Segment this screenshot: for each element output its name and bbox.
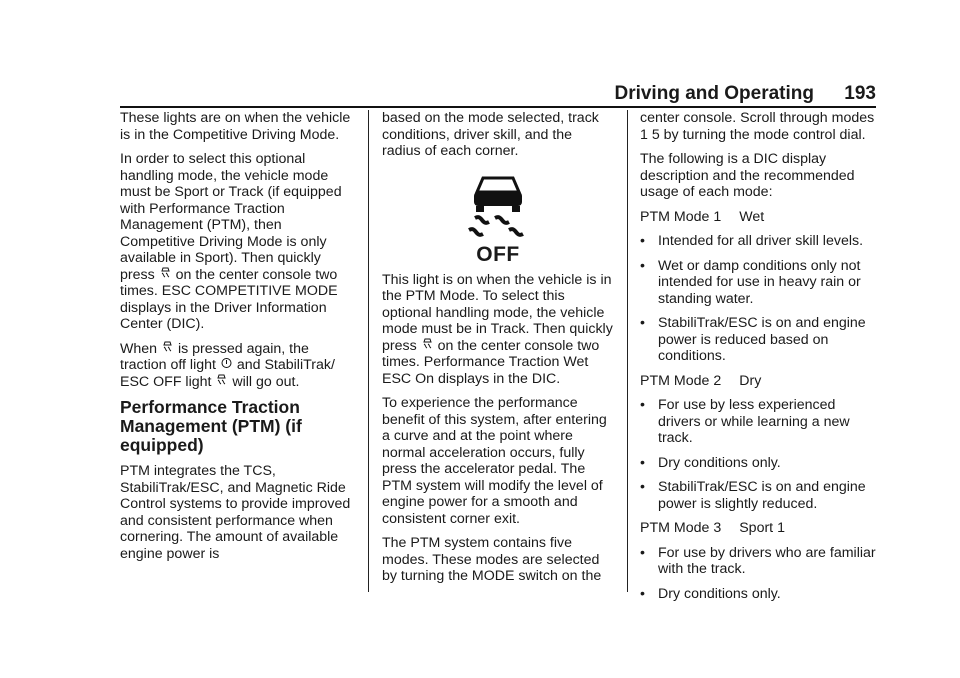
column-1 [120, 110, 358, 570]
paragraph: based on the mode selected, track conditions, driver skill, and the radius of each corner. [382, 110, 599, 159]
mode-heading [640, 373, 878, 390]
bullet-text: Intended for all driver skill levels. [658, 233, 864, 249]
traction-control-button-icon [162, 341, 173, 355]
mode-name: PTM Mode 2 [640, 372, 722, 389]
text-run: is pressed again, the traction off light [120, 340, 309, 373]
mode-heading [640, 209, 878, 226]
text-run: When [120, 340, 158, 357]
stabilitrak-off-light-icon [216, 374, 227, 388]
bullet-mark: • [640, 544, 645, 561]
traction-control-button-icon [160, 267, 171, 281]
bullet-text: For use by drivers who are familiar with the track. [658, 544, 876, 577]
bullet-text: Dry conditions only. [658, 454, 781, 471]
paragraph [120, 151, 358, 333]
paragraph: The following is a DIC display description and the recommended usage of each mode: [640, 151, 855, 200]
list-item [640, 586, 878, 603]
page-number: 193 [844, 83, 876, 104]
bullet-mark: • [640, 454, 645, 471]
bullet-mark: • [640, 585, 645, 602]
text-run: will go out. [232, 373, 300, 390]
text-run: This light is on when the vehicle is in the PTM Mode. To select this optional handling mode, the vehicle mode must be in Track. Then quickly press [382, 271, 613, 354]
paragraph [120, 341, 358, 391]
section-heading: Performance Traction Management (PTM) (if equipped) [120, 397, 302, 455]
mode-type: Wet [739, 208, 765, 225]
mode-name: PTM Mode 3 [640, 520, 722, 536]
column-divider [627, 110, 628, 592]
text-run: on the center console two times. Performance Traction Wet ESC On displays in the DIC. [382, 337, 600, 387]
mode-name: PTM Mode 1 [640, 208, 722, 225]
page-header [120, 82, 876, 108]
bullet-text: For use by less experienced drivers or while learning a new track. [658, 397, 850, 446]
bullet-mark: • [640, 397, 645, 413]
mode-heading [640, 520, 878, 537]
bullet-mark: • [640, 479, 645, 495]
ptm-indicator-figure [382, 170, 614, 264]
text-run: on the center console two times. ESC COMPETITIVE MODE displays in the Driver Information Center (DIC). [120, 266, 338, 332]
section-title: Driving and Operating [614, 83, 814, 104]
list-item [640, 233, 878, 250]
paragraph: The PTM system contains five modes. These modes are selected by turning the MODE switch on the [382, 535, 602, 584]
list-item [640, 258, 878, 308]
bullet-text: StabiliTrak/ESC is on and engine power is slightly reduced. [658, 479, 866, 512]
traction-off-light-icon [221, 357, 232, 371]
bullet-text: StabiliTrak/ESC is on and engine power is reduced based on conditions. [658, 315, 866, 364]
list-item [640, 545, 878, 578]
paragraph [382, 272, 614, 388]
list-item [640, 315, 878, 365]
bullet-mark: • [640, 257, 645, 274]
list-item [640, 397, 878, 447]
text-run: and StabiliTrak/ ESC OFF light [120, 357, 335, 390]
list-item [640, 479, 878, 512]
paragraph: PTM integrates the TCS, StabiliTrak/ESC, and Magnetic Ride Control systems to provide improved and consistent performance when cornering. The amount of available engine power is [120, 463, 351, 562]
paragraph: To experience the performance benefit of this system, after entering a curve and at the point where normal acceleration occurs, fully press the accelerator pedal. The PTM system will modify the level of engine power for a smooth and consistent corner exit. [382, 395, 607, 527]
mode-type: Dry [739, 372, 762, 389]
indicator-off-label: OFF [476, 243, 520, 266]
stabilitrak-off-indicator-icon [463, 170, 533, 264]
paragraph: center console. Scroll through modes 1 5 by turning the mode control dial. [640, 110, 875, 143]
text-run: In order to select this optional handling mode, the vehicle mode must be Sport or Track (if equipped with Performance Traction Management (PTM), then Competitive Driving Mode is only available in Sport). Then quickly press [120, 151, 342, 283]
mode-type: Sport 1 [739, 520, 785, 536]
column-3 [640, 110, 878, 610]
traction-control-button-icon [422, 338, 433, 352]
bullet-text: Wet or damp conditions only not intended for use in heavy rain or standing water. [658, 257, 861, 307]
column-2 [382, 110, 614, 593]
bullet-mark: • [640, 315, 645, 331]
paragraph: These lights are on when the vehicle is in the Competitive Driving Mode. [120, 110, 351, 143]
list-item [640, 455, 878, 472]
bullet-text: Dry conditions only. [658, 585, 781, 602]
bullet-mark: • [640, 233, 645, 249]
column-divider [368, 110, 369, 592]
